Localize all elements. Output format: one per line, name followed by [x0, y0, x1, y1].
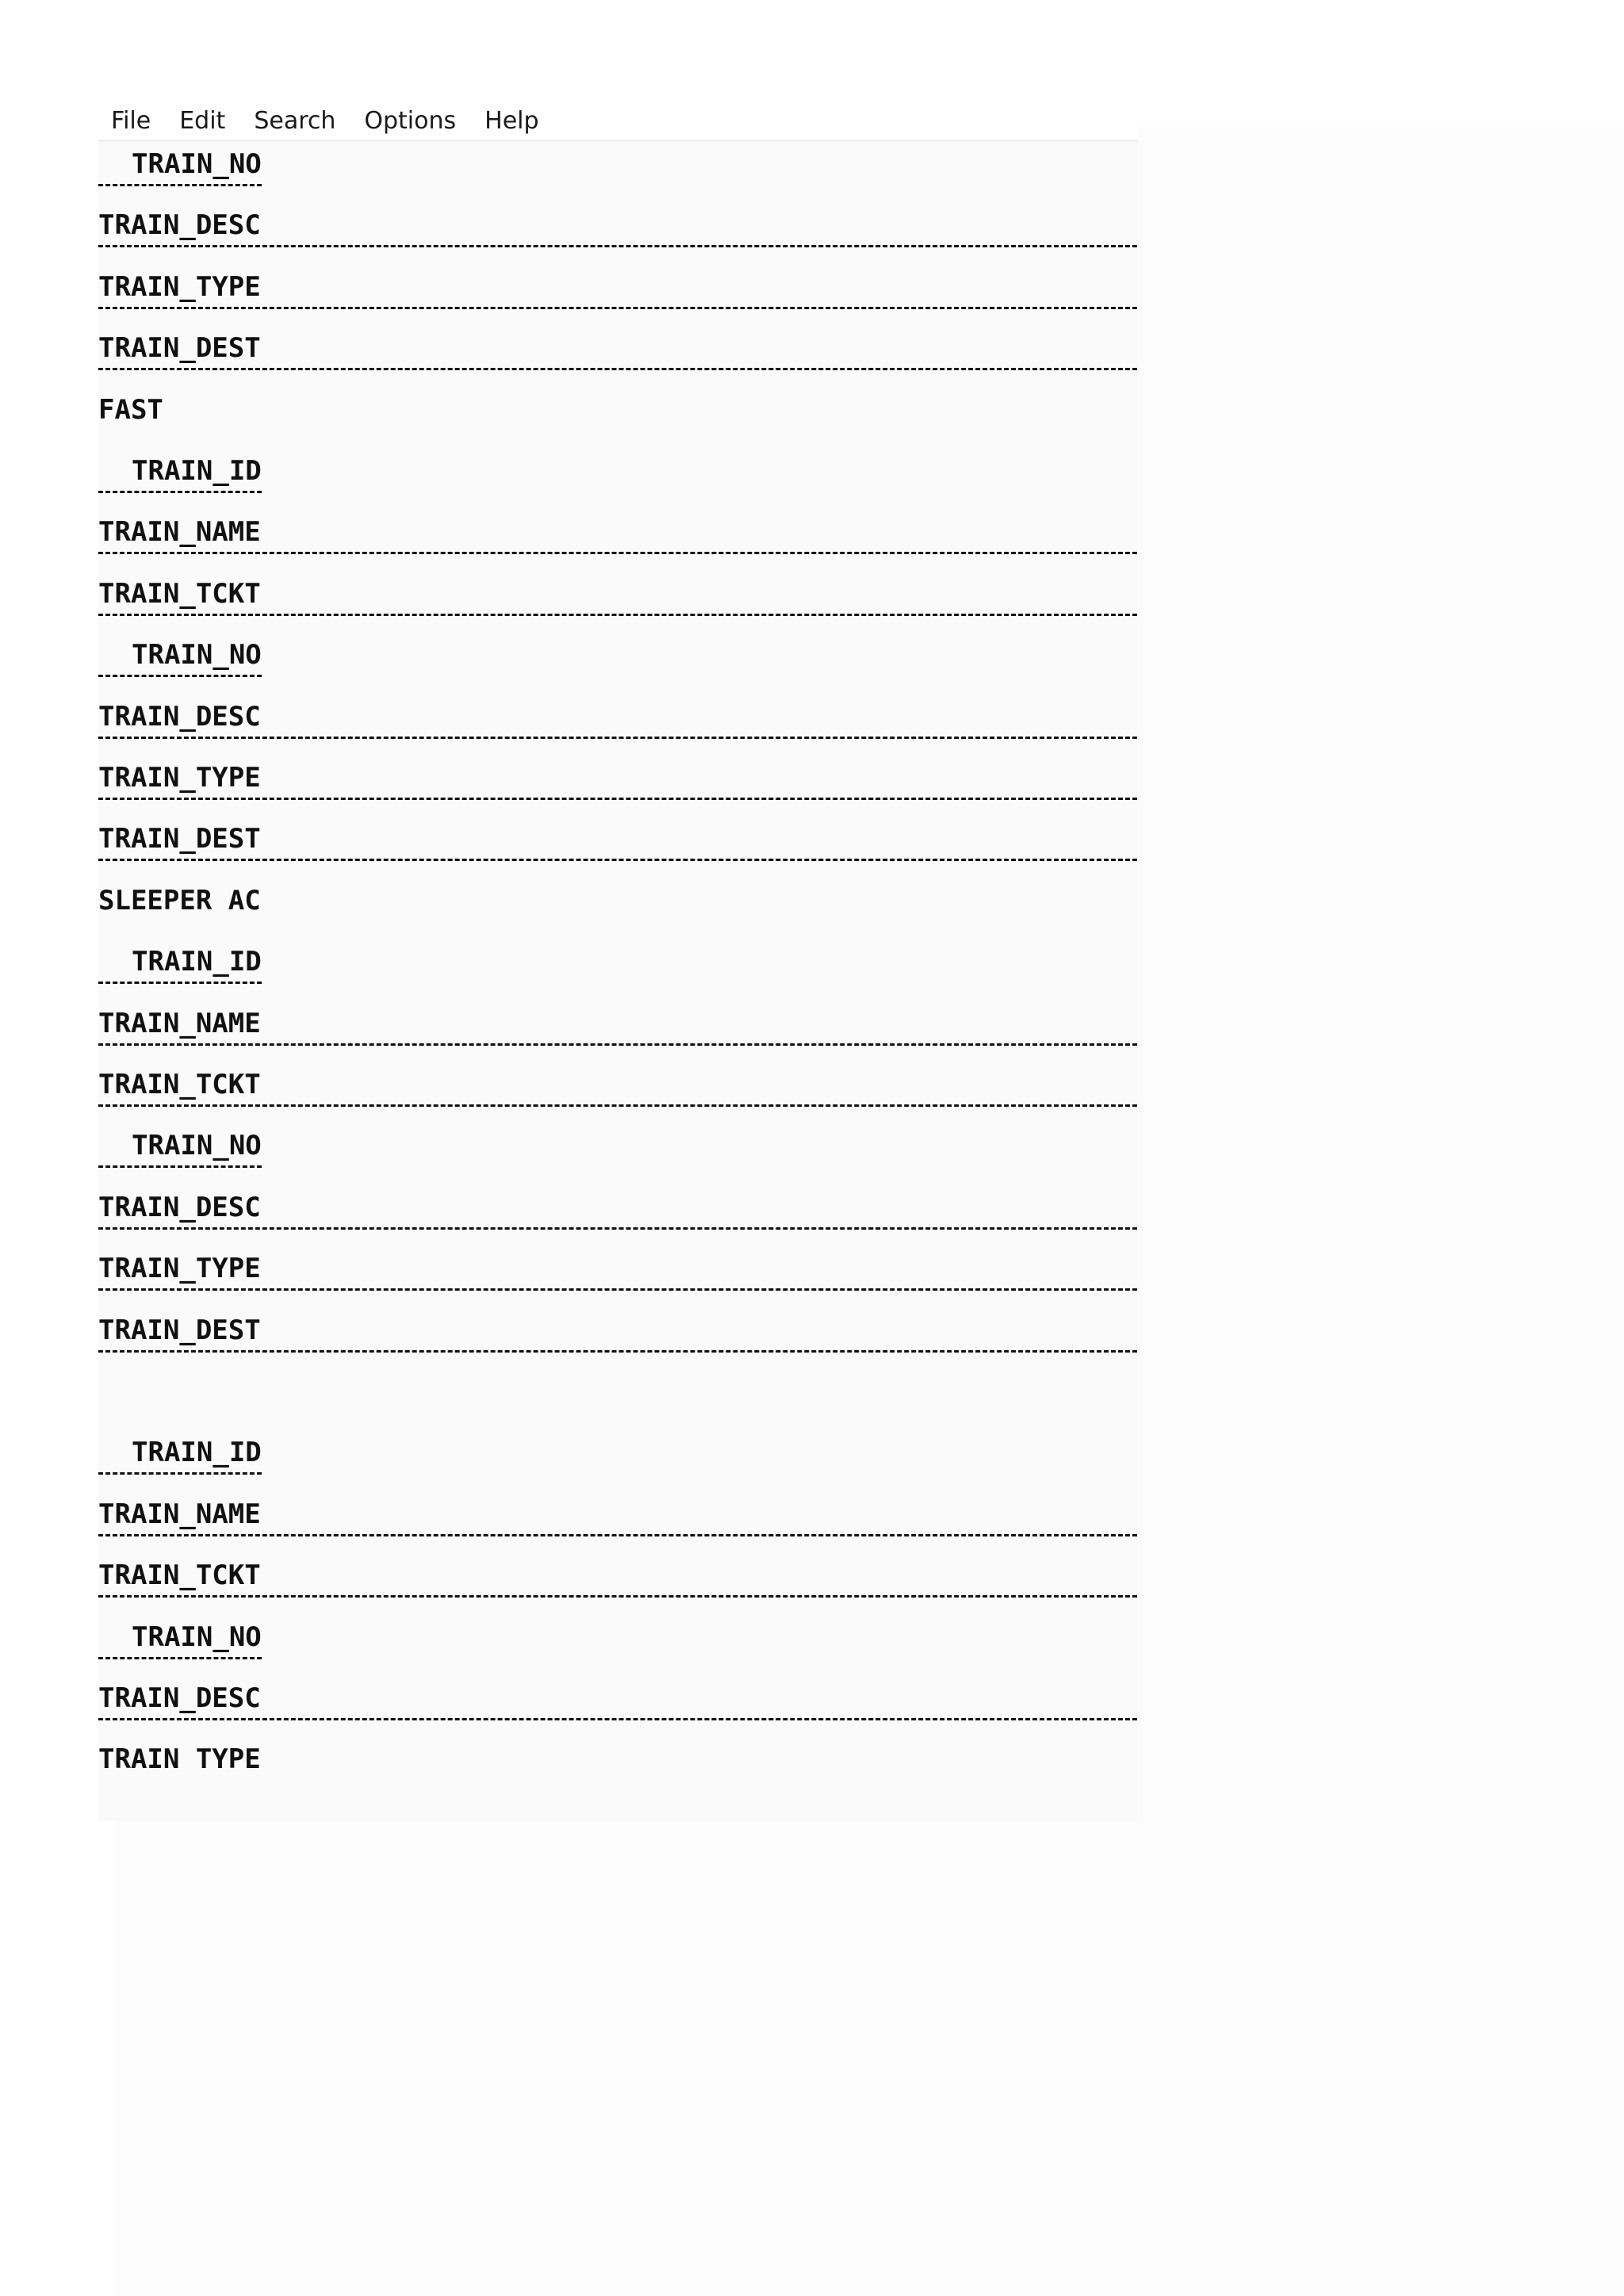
menu-bar [98, 101, 1137, 142]
console-line [98, 701, 1137, 763]
console-output[interactable] [98, 142, 1137, 1821]
console-line-text: TRAIN_NO [132, 148, 262, 180]
menu-help[interactable]: Help [485, 106, 539, 135]
console-line-text: TRAIN_DEST [98, 823, 261, 855]
console-line-text: TRAIN_TCKT [98, 1069, 261, 1100]
console-line-text: TRAIN_NAME [98, 1498, 261, 1530]
console-line [98, 823, 1137, 885]
column-separator-dashes [98, 1043, 1137, 1046]
menu-edit[interactable]: Edit [179, 106, 226, 135]
console-line [98, 516, 1137, 578]
console-line-text: FAST [98, 393, 163, 426]
console-line [98, 946, 1137, 1008]
console-line-text: TRAIN_DESC [98, 1191, 261, 1223]
column-separator-dashes [98, 1595, 1137, 1598]
column-separator-dashes [98, 982, 262, 984]
console-line [98, 885, 1137, 947]
console-line-text: TRAIN_DEST [98, 1314, 261, 1346]
console-line-text: TRAIN_DEST [98, 332, 261, 365]
column-separator-dashes [98, 798, 1137, 800]
console-line [98, 762, 1137, 824]
column-separator-dashes [98, 675, 262, 677]
console-line-text: TRAIN_TCKT [98, 577, 261, 610]
console-line [98, 639, 1137, 701]
console-line [98, 1376, 1137, 1437]
console-line [98, 1743, 1137, 1805]
console-line [98, 1314, 1137, 1376]
console-line-text: TRAIN_ID [132, 455, 262, 487]
console-line [98, 1130, 1137, 1192]
column-separator-dashes [98, 737, 1137, 739]
column-separator-dashes [98, 614, 1137, 616]
console-line [98, 455, 1137, 517]
console-line [98, 578, 1137, 640]
column-separator-dashes [98, 1165, 262, 1168]
console-line-text: TRAIN_TYPE [98, 270, 261, 303]
console-line [98, 1498, 1137, 1560]
console-line-text: SLEEPER AC [98, 884, 261, 916]
console-line [98, 1008, 1137, 1070]
console-line-text: TRAIN_DESC [98, 209, 261, 242]
menu-options[interactable]: Options [364, 106, 457, 135]
console-line-text: TRAIN TYPE [98, 1743, 261, 1776]
console-line-text: TRAIN_DESC [98, 700, 261, 733]
column-separator-dashes [98, 245, 1137, 247]
console-line [98, 1253, 1137, 1314]
column-separator-dashes [98, 368, 1137, 370]
console-line-text: TRAIN_NAME [98, 1007, 261, 1039]
console-line-text: TRAIN_NO [132, 639, 262, 672]
console-line [98, 1069, 1137, 1131]
console-line [98, 1559, 1137, 1621]
console-line [98, 394, 1137, 456]
console-line-text: TRAIN_NO [132, 1621, 262, 1653]
column-separator-dashes [98, 1227, 1137, 1230]
console-line-text: TRAIN_DESC [98, 1682, 261, 1714]
column-separator-dashes [98, 1350, 1137, 1353]
column-separator-dashes [98, 1534, 1137, 1536]
console-line-text: TRAIN_TYPE [98, 1253, 261, 1285]
console-line [98, 1437, 1137, 1498]
console-line [98, 1621, 1137, 1683]
console-line [98, 332, 1137, 394]
column-separator-dashes [98, 307, 1137, 309]
console-line [98, 209, 1137, 271]
column-separator-dashes [98, 552, 1137, 554]
column-separator-dashes [98, 1718, 1137, 1720]
console-line-text: TRAIN_NAME [98, 516, 261, 549]
menu-file[interactable]: File [111, 106, 151, 135]
console-line-text: TRAIN_ID [132, 1437, 262, 1469]
console-line [98, 148, 1137, 210]
menu-search[interactable]: Search [254, 106, 336, 135]
console-line-text: TRAIN_TYPE [98, 762, 261, 794]
column-separator-dashes [98, 1104, 1137, 1107]
column-separator-dashes [98, 491, 262, 493]
column-separator-dashes [98, 1288, 1137, 1291]
console-line [98, 1192, 1137, 1253]
column-separator-dashes [98, 859, 1137, 861]
console-line-text: TRAIN_NO [132, 1130, 262, 1162]
column-separator-dashes [98, 1657, 262, 1659]
sqlplus-window [98, 101, 1137, 1821]
column-separator-dashes [98, 184, 262, 186]
console-line-text: TRAIN_TCKT [98, 1559, 261, 1592]
console-line [98, 271, 1137, 333]
console-line [98, 1682, 1137, 1744]
console-line-text: TRAIN_ID [132, 946, 262, 978]
column-separator-dashes [98, 1472, 262, 1475]
